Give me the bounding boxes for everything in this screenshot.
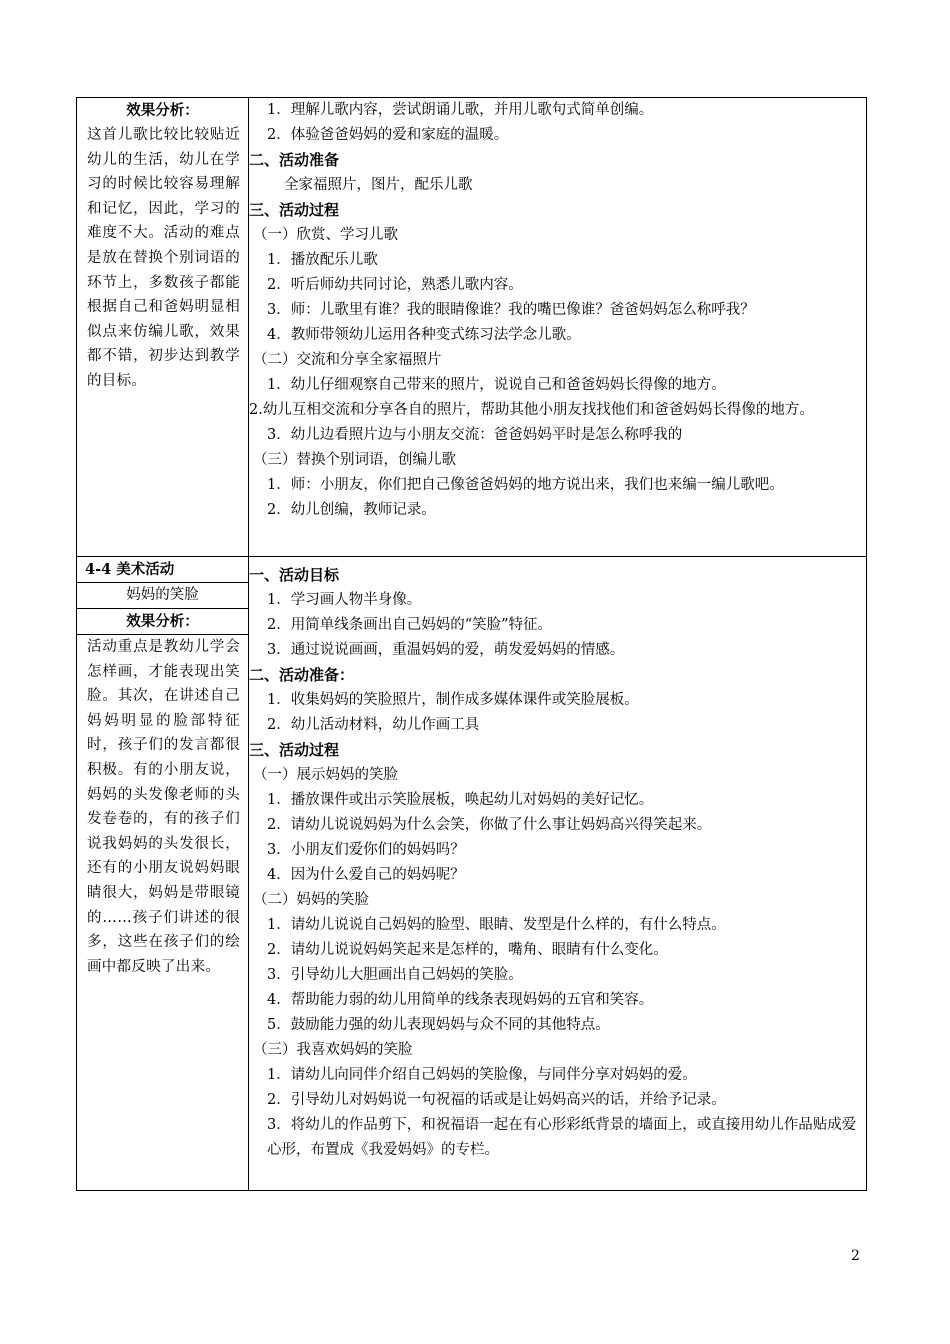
content-line: 3．引导幼儿大胆画出自己妈妈的笑脸。 [267,967,523,983]
content-line: 三、活动过程 [249,201,340,219]
content-line: 3．通过说说画画，重温妈妈的爱，萌发爱妈妈的情感。 [267,642,625,658]
content-line: （二）妈妈的笑脸 [253,892,369,908]
content-line: 1．学习画人物半身像。 [267,592,422,608]
table-row [77,557,867,1191]
content-line: 1．请幼儿向同伴介绍自己妈妈的笑脸像，与同伴分享对妈妈的爱。 [267,1067,697,1083]
right-cell [249,98,867,557]
content-line: 三、活动过程 [249,741,340,759]
activity-name: 妈妈的笑脸 [77,582,248,609]
right-cell [249,557,867,1191]
content-line: 2．幼儿创编，教师记录。 [267,502,436,518]
content-line: 1．播放配乐儿歌 [267,252,378,268]
content-line: 2．引导幼儿对妈妈说一句祝福的话或是让妈妈高兴的话，并给予记录。 [267,1092,726,1108]
content-line: （三）替换个别词语，创编儿歌 [253,452,456,468]
content-line: 二、活动准备 [249,151,340,169]
activity-content [249,98,866,523]
content-line: （二）交流和分享全家福照片 [253,352,442,368]
content-line: 2．请幼儿说说妈妈为什么会笑，你做了什么事让妈妈高兴得笑起来。 [267,817,712,833]
content-line: 3．幼儿边看照片边与小朋友交流：爸爸妈妈平时是怎么称呼我的 [267,427,683,443]
content-line: 1．幼儿仔细观察自己带来的照片，说说自己和爸爸妈妈长得像的地方。 [267,377,726,393]
effect-analysis-text: 活动重点是教幼儿学会怎样画，才能表现出笑脸。其次，在讲述自己妈妈明显的脸部特征时，孩子们的发言都很积极。有的小朋友说，妈妈的头发像老师的头发卷卷的，有的孩子们说我妈妈的头发很长，还有的小朋友说妈妈眼睛很大，妈妈是带眼镜的……孩子们讲述的很多，这些在孩子们的绘画中都反映了出来。 [87,639,240,975]
effect-analysis-title: 效果分析： [77,609,248,635]
left-cell [77,98,249,557]
content-line: 1．收集妈妈的笑脸照片，制作成多媒体课件或笑脸展板。 [267,692,639,708]
activity-content [249,557,866,1163]
content-line: 全家福照片，图片，配乐儿歌 [284,177,473,193]
content-line: 1．请幼儿说说自己妈妈的脸型、眼睛、发型是什么样的，有什么特点。 [267,917,726,933]
content-line: 2.幼儿互相交流和分享各自的照片，帮助其他小朋友找找他们和爸爸妈妈长得像的地方。 [249,402,814,418]
left-cell [77,557,249,1191]
effect-analysis-text: 这首儿歌比较比较贴近幼儿的生活，幼儿在学习的时候比较容易理解和记忆，因此，学习的难度不大。活动的难点是放在替换个别词语的环节上，多数孩子都能根据自己和爸妈明显相似点来仿编儿歌，效果都不错，初步达到教学的目标。 [87,127,240,389]
content-line: 1．师：小朋友，你们把自己像爸爸妈妈的地方说出来，我们也来编一编儿歌吧。 [267,477,784,493]
content-line: 2．幼儿活动材料，幼儿作画工具 [267,717,480,733]
activity-heading: 4-4 美术活动 [85,561,175,578]
content-line: 5．鼓励能力强的幼儿表现妈妈与众不同的其他特点。 [267,1017,610,1033]
content-line: 二、活动准备： [249,666,355,684]
content-line: 2．请幼儿说说妈妈笑起来是怎样的，嘴角、眼睛有什么变化。 [267,942,668,958]
content-line: （一）展示妈妈的笑脸 [253,767,398,783]
content-line: 4．教师带领幼儿运用各种变式练习法学念儿歌。 [267,327,581,343]
content-line: 4．帮助能力弱的幼儿用简单的线条表现妈妈的五官和笑容。 [267,992,654,1008]
lesson-table [76,97,867,1191]
content-line: 1．播放课件或出示笑脸展板，唤起幼儿对妈妈的美好记忆。 [267,792,654,808]
content-line: （三）我喜欢妈妈的笑脸 [253,1042,413,1058]
content-line: 2．听后师幼共同讨论，熟悉儿歌内容。 [267,277,523,293]
effect-analysis-title: 效果分析： [126,102,199,119]
content-line: （一）欣赏、学习儿歌 [253,227,398,243]
content-line: 3．小朋友们爱你们的妈妈吗？ [267,842,465,858]
page-number: 2 [851,1248,860,1264]
content-line: 1．理解儿歌内容，尝试朗诵儿歌，并用儿歌句式简单创编。 [267,102,654,118]
content-line: 2．体验爸爸妈妈的爱和家庭的温暖。 [267,127,509,143]
content-line: 一、活动目标 [249,566,340,584]
content-line: 3．将幼儿的作品剪下，和祝福语一起在有心形彩纸背景的墙面上，或直接用幼儿作品贴成爱心形，布置成《我爱妈妈》的专栏。 [267,1117,857,1158]
content-line: 4．因为什么爱自己的妈妈呢？ [267,867,465,883]
content-line: 3．师：儿歌里有谁？我的眼睛像谁？我的嘴巴像谁？爸爸妈妈怎么称呼我？ [267,302,755,318]
content-line: 2．用简单线条画出自己妈妈的“笑脸”特征。 [267,617,553,633]
table-row [77,98,867,557]
